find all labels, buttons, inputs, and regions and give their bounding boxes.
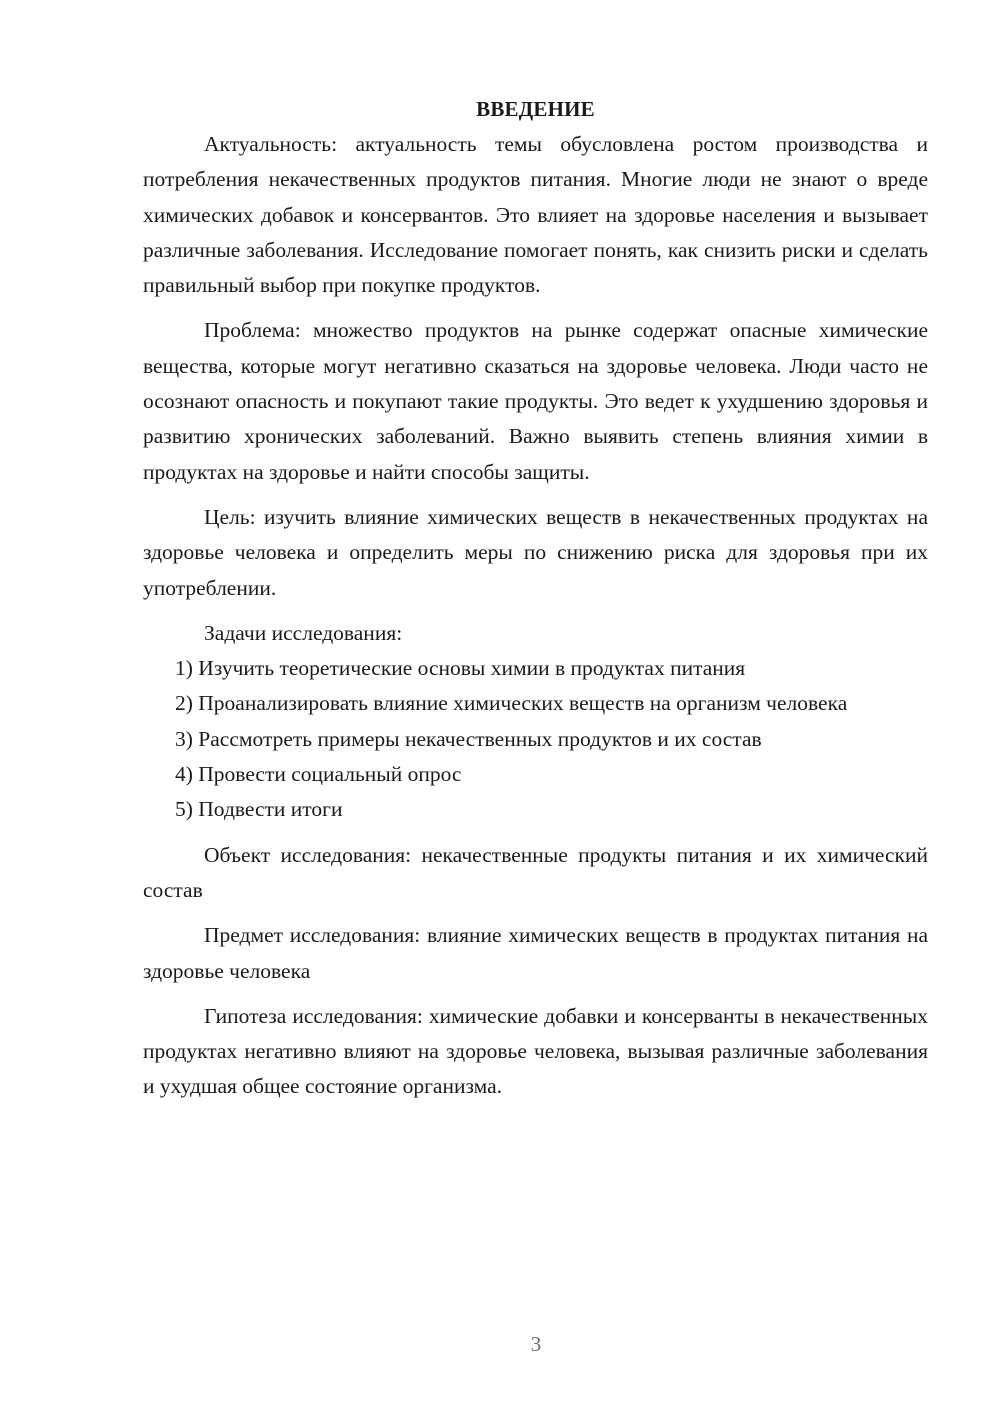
problem-paragraph: Проблема: множество продуктов на рынке содержат опасные химические вещества, которые могут негативно сказаться на здоровье человека. Люди часто не осознают опасность и покупают такие продукты. Это ведет к ухудшению здоровья и развитию хронических заболеваний. Важно выявить степень влияния химии в продуктах на здоровье и найти способы защиты.	[143, 318, 928, 484]
document-page	[143, 92, 928, 1105]
subject-paragraph: Предмет исследования: влияние химических веществ в продуктах питания на здоровье человека	[143, 923, 928, 983]
page-title: ВВЕДЕНИЕ	[476, 97, 595, 121]
hypothesis-paragraph: Гипотеза исследования: химические добавки и консерванты в некачественных продуктах негативно влияют на здоровье человека, вызывая различные заболевания и ухудшая общее состояние организма.	[143, 1003, 928, 1099]
object-paragraph: Объект исследования: некачественные продукты питания и их химический состав	[143, 842, 928, 902]
goal-paragraph: Цель: изучить влияние химических веществ в некачественных продуктах на здоровье человека и определить меры по снижению риска для здоровья при их употреблении.	[143, 504, 928, 600]
relevance-paragraph: Актуальность: актуальность темы обусловлена ростом производства и потребления некачественных продуктов питания. Многие люди не знают о вреде химических добавок и консервантов. Это влияет на здоровье населения и вызывает различные заболевания. Исследование помогает понять, как снизить риски и сделать правильный выбор при покупке продуктов.	[143, 132, 928, 298]
task-item-1: 1) Изучить теоретические основы химии в продуктах питания	[175, 656, 746, 681]
task-item-5: 5) Подвести итоги	[175, 797, 343, 822]
tasks-heading: Задачи исследования:	[204, 620, 403, 645]
page-number: 3	[530, 1332, 542, 1356]
task-item-4: 4) Провести социальный опрос	[175, 762, 462, 787]
task-item-3: 3) Рассмотреть примеры некачественных продуктов и их состав	[175, 726, 762, 751]
task-item-2: 2) Проанализировать влияние химических веществ на организм человека	[175, 691, 848, 716]
